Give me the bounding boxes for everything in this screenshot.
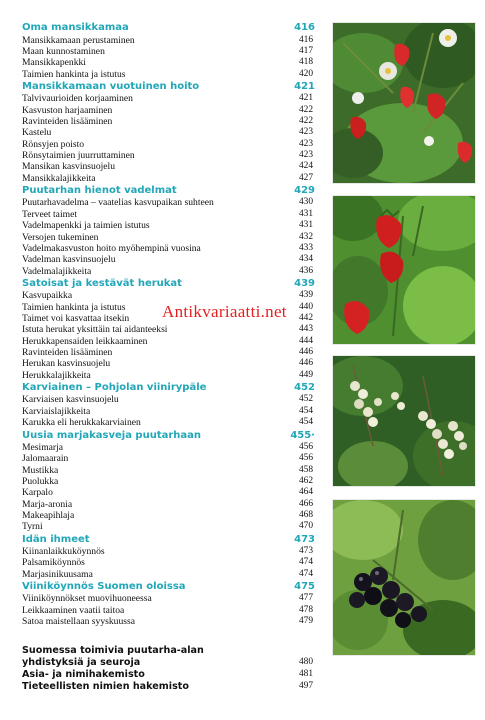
toc-entry[interactable] <box>22 616 315 627</box>
section-heading[interactable] <box>22 580 315 593</box>
section-title: Karviainen – Pohjolan viinirypäle <box>22 382 207 394</box>
toc-entry[interactable] <box>22 220 315 231</box>
wild-strawberry-illustration <box>333 23 475 183</box>
white-currant-photo <box>332 355 476 487</box>
toc-entry-page-number: 436 <box>298 265 313 276</box>
wild-strawberry-photo <box>332 22 476 184</box>
toc-entry[interactable] <box>22 57 315 68</box>
toc-entry-page-number: 423 <box>298 127 313 138</box>
toc-entry[interactable] <box>22 453 315 464</box>
toc-entry[interactable] <box>22 243 315 254</box>
toc-entry-title: Viiniköynnökset muovihuoneessa <box>22 593 152 605</box>
toc-entry-page-number: 454 <box>298 405 313 416</box>
toc-entry[interactable] <box>22 335 315 346</box>
toc-entry-page-number: 433 <box>298 242 313 253</box>
section-page-number: 439 <box>294 278 315 290</box>
toc-entry-page-number: 452 <box>298 394 313 405</box>
toc-entry-page-number: 449 <box>298 369 313 380</box>
toc-entry-page-number: 431 <box>298 220 313 231</box>
toc-entry-title: Karukka eli herukkakarviainen <box>22 417 141 429</box>
section-heading[interactable] <box>22 381 315 394</box>
toc-entry-title: Mustikka <box>22 464 59 476</box>
toc-entry-page-number: 423 <box>298 150 313 161</box>
appendix-entry-title: Tieteellisten nimien hakemisto <box>22 680 189 692</box>
toc-entry-title: Vadelmakasvuston hoito myöhempinä vuosina <box>22 242 201 254</box>
toc-entry-title: Vadelmapenkki ja taimien istutus <box>22 220 150 232</box>
section-page-number: 421 <box>294 81 315 93</box>
toc-entry-page-number: 477 <box>298 593 313 604</box>
toc-entry-page-number: 446 <box>298 346 313 357</box>
toc-entry-page-number: 474 <box>298 557 313 568</box>
toc-entry-page-number: 423 <box>298 138 313 149</box>
toc-entry[interactable] <box>22 417 315 428</box>
white-currant-illustration <box>333 356 475 486</box>
toc-entry[interactable] <box>22 265 315 276</box>
toc-entry-page-number: 432 <box>298 231 313 242</box>
toc-entry-title: Karpalo <box>22 487 53 499</box>
section-page-number: 473 <box>294 533 315 545</box>
section-heading[interactable] <box>22 184 315 197</box>
toc-entry-title: Herukkapensaiden leikkaaminen <box>22 335 148 347</box>
toc-entry[interactable] <box>22 370 315 381</box>
toc-entry-title: Kasvupaikka <box>22 290 73 302</box>
toc-entry-page-number: 416 <box>298 34 313 45</box>
appendix-entry-page-number: 481 <box>298 669 313 680</box>
section-heading[interactable] <box>22 429 315 442</box>
toc-entry[interactable] <box>22 173 315 184</box>
toc-entry-page-number: 454 <box>298 417 313 428</box>
toc-entry-title: Herukan kasvinsuojelu <box>22 358 111 370</box>
toc-entry-page-number: 422 <box>298 104 313 115</box>
toc-entry[interactable] <box>22 546 315 557</box>
toc-entry-page-number: 418 <box>298 57 313 68</box>
toc-entry-page-number: 479 <box>298 616 313 627</box>
toc-entry-title: Vadelmalajikkeita <box>22 265 92 277</box>
section-title: Puutarhan hienot vadelmat <box>22 185 177 197</box>
strawberry-photo <box>332 195 476 345</box>
toc-entry[interactable] <box>22 34 315 45</box>
toc-entry-title: Herukkalajikkeita <box>22 369 91 381</box>
table-of-contents <box>22 21 315 692</box>
toc-entry[interactable] <box>22 557 315 568</box>
toc-entry-page-number: 430 <box>298 197 313 208</box>
toc-entry[interactable] <box>22 568 315 579</box>
toc-entry[interactable] <box>22 605 315 616</box>
toc-entry-title: Talvivaurioiden korjaaminen <box>22 93 133 105</box>
toc-entry-page-number: 464 <box>298 487 313 498</box>
section-heading[interactable] <box>22 21 315 34</box>
toc-entry-title: Kastelu <box>22 127 52 139</box>
toc-entry[interactable] <box>22 487 315 498</box>
toc-entry[interactable] <box>22 139 315 150</box>
appendix-entries <box>22 644 315 692</box>
toc-entry-page-number: 422 <box>298 116 313 127</box>
toc-entry-page-number: 466 <box>298 498 313 509</box>
toc-entry-title: Rönsytaimien juurruttaminen <box>22 150 135 162</box>
toc-entry-title: Taimien hankinta ja istutus <box>22 68 126 80</box>
appendix-entry-title: yhdistyksiä ja seuroja <box>22 656 141 668</box>
toc-entry-page-number: 456 <box>298 453 313 464</box>
toc-entry[interactable] <box>22 521 315 532</box>
toc-entry-page-number: 424 <box>298 161 313 172</box>
toc-entry-title: Kasvuston harjaaminen <box>22 104 113 116</box>
toc-entry-title: Karviaisen kasvinsuojelu <box>22 394 119 406</box>
toc-entry-page-number: 456 <box>298 441 313 452</box>
toc-entry-title: Taimet voi kasvattaa itsekin <box>22 312 130 324</box>
section-page-number: 475 <box>294 581 315 593</box>
section-title: Idän ihmeet <box>22 533 90 545</box>
toc-entry-page-number: 458 <box>298 464 313 475</box>
toc-entry-title: Puolukka <box>22 475 59 487</box>
toc-entry[interactable] <box>22 209 315 220</box>
toc-entry-title: Puutarhavadelma – vaatelias kasvupaikan suhteen <box>22 197 214 209</box>
toc-entry-title: Palsamiköynnös <box>22 557 85 569</box>
toc-entry-page-number: 443 <box>298 324 313 335</box>
toc-entry-page-number: 420 <box>298 68 313 79</box>
toc-entry-title: Mansikkapenkki <box>22 57 86 69</box>
toc-entry-page-number: 442 <box>298 312 313 323</box>
toc-entry[interactable] <box>22 116 315 127</box>
appendix-entry-title: Suomessa toimivia puutarha-alan <box>22 644 204 656</box>
toc-entry[interactable] <box>22 510 315 521</box>
toc-entry[interactable] <box>22 93 315 104</box>
toc-entry-title: Mansikan kasvinsuojelu <box>22 161 115 173</box>
toc-entry-title: Istuta herukat yksittäin tai aidanteeksi <box>22 324 168 336</box>
toc-entry-title: Mesimarja <box>22 441 64 453</box>
toc-entry[interactable] <box>22 105 315 116</box>
section-title: Viiniköynnös Suomen oloissa <box>22 581 186 593</box>
section-page-number: 452 <box>294 382 315 394</box>
toc-entry-page-number: 470 <box>298 521 313 532</box>
toc-entry-page-number: 431 <box>298 208 313 219</box>
toc-entry-title: Versojen tukeminen <box>22 231 99 243</box>
toc-entry[interactable] <box>22 593 315 604</box>
toc-entry-page-number: 468 <box>298 509 313 520</box>
appendix-entry-line[interactable] <box>22 644 315 656</box>
toc-entry-title: Vadelman kasvinsuojelu <box>22 254 116 266</box>
toc-entry[interactable] <box>22 127 315 138</box>
toc-entry-title: Marja-aronia <box>22 498 73 510</box>
toc-entry[interactable] <box>22 197 315 208</box>
section-heading[interactable] <box>22 277 315 290</box>
toc-entry[interactable] <box>22 231 315 242</box>
appendix-entry-title: Asia- ja nimihakemisto <box>22 668 145 680</box>
toc-entry-title: Satoa maistellaan syyskuussa <box>22 616 135 628</box>
toc-entry-title: Marjasinikuusama <box>22 568 93 580</box>
toc-entry-page-number: 439 <box>298 290 313 301</box>
toc-entry[interactable] <box>22 498 315 509</box>
watermark-text: Antikvariaatti.net <box>162 302 287 321</box>
toc-entry[interactable] <box>22 324 315 335</box>
toc-entry[interactable] <box>22 358 315 369</box>
appendix-entry[interactable] <box>22 680 315 692</box>
toc-entry[interactable] <box>22 476 315 487</box>
toc-entry-page-number: 462 <box>298 475 313 486</box>
toc-entry-title: Kiinanlaikkuköynnös <box>22 545 105 557</box>
toc-entry-title: Makeapihlaja <box>22 509 75 521</box>
toc-entry[interactable] <box>22 464 315 475</box>
appendix-entry[interactable] <box>22 668 315 680</box>
black-aronia-berries-photo <box>332 499 476 656</box>
black-aronia-berries-illustration <box>333 500 475 655</box>
toc-entry[interactable] <box>22 150 315 161</box>
toc-entry[interactable] <box>22 68 315 79</box>
toc-entry[interactable] <box>22 347 315 358</box>
toc-entry-title: Maan kunnostaminen <box>22 45 105 57</box>
toc-entry-title: Karviaislajikkeita <box>22 405 91 417</box>
section-page-number: 455· <box>290 429 315 441</box>
toc-entry-title: Jalomaarain <box>22 453 69 465</box>
toc-entry-page-number: 446 <box>298 358 313 369</box>
section-page-number: 429 <box>294 185 315 197</box>
toc-entry[interactable] <box>22 254 315 265</box>
section-title: Mansikkamaan vuotuinen hoito <box>22 81 200 93</box>
section-page-number: 416 <box>294 22 315 34</box>
toc-entry-page-number: 427 <box>298 172 313 183</box>
toc-entry-page-number: 440 <box>298 301 313 312</box>
toc-entry[interactable] <box>22 46 315 57</box>
toc-entry-title: Ravinteiden lisääminen <box>22 116 113 128</box>
section-title: Oma mansikkamaa <box>22 22 129 34</box>
toc-entry-title: Mansikkalajikkeita <box>22 172 96 184</box>
section-heading[interactable] <box>22 80 315 93</box>
toc-entry-title: Tyrni <box>22 521 43 533</box>
toc-entry-page-number: 473 <box>298 545 313 556</box>
appendix-entry-page-number: 480 <box>298 657 313 668</box>
toc-entry-page-number: 444 <box>298 335 313 346</box>
appendix-entry[interactable] <box>22 656 315 668</box>
toc-entry-page-number: 474 <box>298 568 313 579</box>
toc-entry-page-number: 478 <box>298 604 313 615</box>
toc-entry-title: Taimien hankinta ja istutus <box>22 301 126 313</box>
toc-entry-title: Terveet taimet <box>22 208 77 220</box>
section-heading[interactable] <box>22 533 315 546</box>
section-title: Uusia marjakasveja puutarhaan <box>22 429 202 441</box>
toc-entry[interactable] <box>22 161 315 172</box>
toc-entry-title: Mansikkamaan perustaminen <box>22 34 135 46</box>
toc-entry[interactable] <box>22 406 315 417</box>
section-title: Satoisat ja kestävät herukat <box>22 278 182 290</box>
toc-entry[interactable] <box>22 394 315 405</box>
toc-entry-title: Rönsyjen poisto <box>22 138 85 150</box>
toc-entry-page-number: 434 <box>298 254 313 265</box>
toc-entry-title: Leikkaaminen vaatii taitoa <box>22 604 125 616</box>
toc-entry-page-number: 417 <box>298 45 313 56</box>
strawberry-illustration <box>333 196 475 344</box>
toc-entry-page-number: 421 <box>298 93 313 104</box>
appendix-entry-page-number: 497 <box>298 681 313 692</box>
toc-entry-title: Ravinteiden lisääminen <box>22 346 113 358</box>
toc-entry[interactable] <box>22 442 315 453</box>
toc-entry[interactable] <box>22 290 315 301</box>
